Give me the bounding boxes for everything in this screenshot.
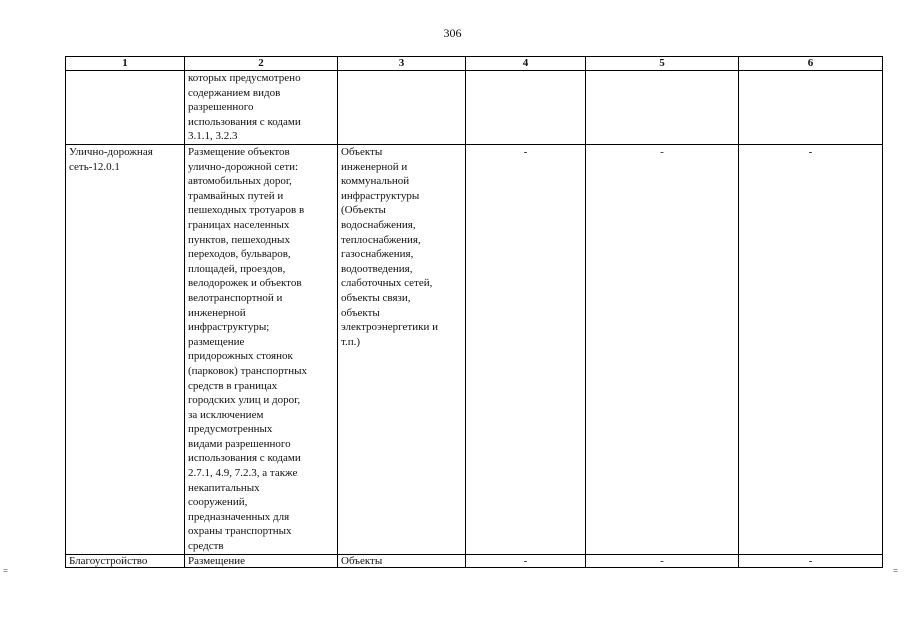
table-row-landscaping [66, 554, 883, 567]
cell-col4 [466, 71, 586, 145]
column-header-1: 1 [66, 57, 185, 71]
cell-permitted-objects: Объекты инженерной и коммунальной инфраструктуры (Объекты водоснабжения, теплоснабжения, газоснабжения, водоотведения, слаботочных сетей, объекты связи, объекты электроэнергетики и т.п.) [338, 145, 466, 555]
page-number: 306 [443, 26, 462, 40]
cell-col5 [586, 71, 739, 145]
cell-land-use-type: Улично-дорожная сеть-12.0.1 [66, 145, 185, 555]
cell-col6: - [739, 145, 883, 555]
column-header-5: 5 [586, 57, 739, 71]
cell-description: которых предусмотрено содержанием видов разрешенного использования с кодами 3.1.1, 3.2.3 [185, 71, 338, 145]
table-row-street-network [66, 145, 883, 555]
cell-col5: - [586, 145, 739, 555]
cell-col6: - [739, 554, 883, 567]
right-edge-mark: = [893, 566, 899, 576]
table-header-row [66, 57, 883, 71]
cell-description: Размещение объектов улично-дорожной сети: автомобильных дорог, трамвайных путей и пешеходных тротуаров в границах населенных пунктов, пешеходных переходов, бульваров, площадей, проездов, велодорожек и объектов велотранспортной и инженерной инфраструктуры; размещение придорожных стоянок (парковок) транспортных средств в границах городских улиц и дорог, за исключением предусмотренных видами разрешенного использования с кодами 2.7.1, 4.9, 7.2.3, а также некапитальных сооружений, предназначенных для охраны транспортных средств [185, 145, 338, 555]
cell-description: Размещение [185, 554, 338, 567]
land-use-table [65, 56, 883, 568]
cell-permitted-objects: Объекты [338, 554, 466, 567]
cell-col6 [739, 71, 883, 145]
table-row-continuation [66, 71, 883, 145]
column-header-2: 2 [185, 57, 338, 71]
cell-col4: - [466, 554, 586, 567]
cell-col4: - [466, 145, 586, 555]
cell-land-use-type: Благоустройство [66, 554, 185, 567]
column-header-4: 4 [466, 57, 586, 71]
cell-land-use-type [66, 71, 185, 145]
cell-permitted-objects [338, 71, 466, 145]
cell-col5: - [586, 554, 739, 567]
column-header-3: 3 [338, 57, 466, 71]
left-edge-mark: = [3, 566, 9, 576]
column-header-6: 6 [739, 57, 883, 71]
